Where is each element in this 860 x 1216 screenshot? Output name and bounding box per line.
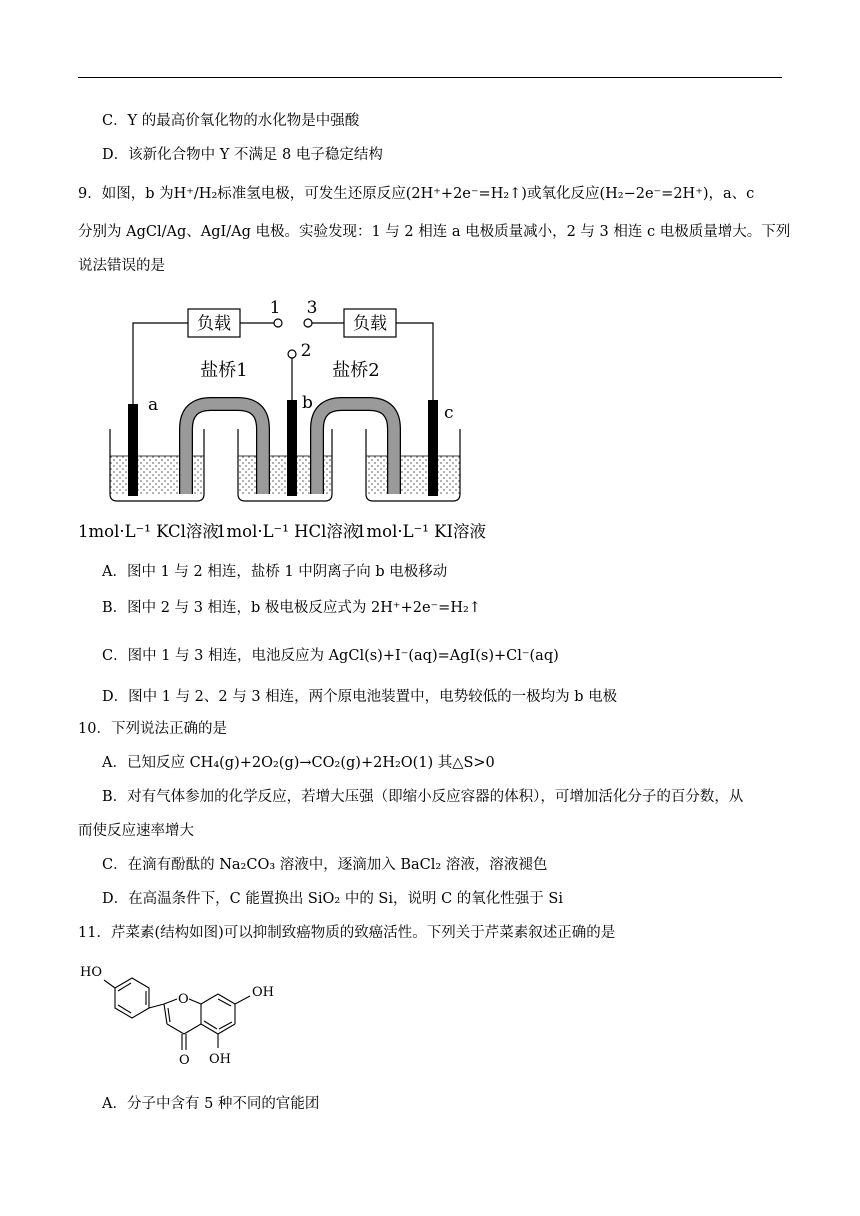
q8-option-c: C．Y 的最高价氧化物的水化物是中强酸: [102, 113, 360, 129]
electrode-b-label: b: [302, 393, 313, 413]
q11-option-a: A．分子中含有 5 种不同的官能团: [102, 1096, 320, 1112]
q10-option-b-line1: B．对有气体参加的化学反应，若增大压强（即缩小反应容器的体积），可增加活化分子的百分数，从: [102, 789, 744, 805]
terminal-1: [274, 319, 282, 327]
q9-stem-line2: 分别为 AgCl/Ag、AgI/Ag 电极。实验发现：1 与 2 相连 a 电极质量减小，2 与 3 相连 c 电极质量增大。下列: [78, 224, 791, 240]
terminal-2: [288, 350, 296, 358]
header-rule: [78, 77, 782, 78]
q10-option-d: D．在高温条件下，C 能置换出 SiO₂ 中的 Si，说明 C 的氧化性强于 Si: [102, 891, 563, 907]
q10-stem: 10．下列说法正确的是: [78, 721, 227, 737]
apigenin-structure: [76, 958, 286, 1078]
electrochem-diagram: [76, 296, 486, 546]
solution-kcl-label: 1mol·L⁻¹ KCl溶液: [78, 522, 219, 541]
electrode-a-label: a: [148, 395, 159, 415]
q9-stem-line1: 9．如图，b 为H⁺/H₂标准氢电极，可发生还原反应(2H⁺+2e⁻=H₂↑)或氧化反应(H₂−2e⁻=2H⁺)，a、c: [78, 186, 755, 202]
load-label-2: 负载: [353, 314, 387, 334]
electrode-b: [287, 400, 297, 496]
terminal-3: [304, 319, 312, 327]
q10-option-b-line2: 而使反应速率增大: [78, 823, 194, 839]
label-o-ring: O: [178, 992, 189, 1007]
q10-option-c: C．在滴有酚酞的 Na₂CO₃ 溶液中，逐滴加入 BaCl₂ 溶液，溶液褪色: [102, 857, 548, 873]
q8-option-d: D．该新化合物中 Y 不满足 8 电子稳定结构: [102, 147, 383, 163]
solution-hcl-label: 1mol·L⁻¹ HCl溶液: [216, 522, 360, 541]
solution-ki-label: 1mol·L⁻¹ KI溶液: [356, 522, 486, 541]
beaker-3: [366, 429, 460, 501]
salt-bridge-1-label: 盐桥1: [200, 360, 248, 381]
label-oh-top: OH: [252, 985, 274, 1000]
q10-option-a: A．已知反应 CH₄(g)+2O₂(g)→CO₂(g)+2H₂O(1) 其△S>0: [102, 755, 495, 771]
q11-stem: 11．芹菜素(结构如图)可以抑制致癌物质的致癌活性。下列关于芹菜素叙述正确的是: [78, 925, 616, 941]
label-oh-bottom: OH: [209, 1052, 231, 1067]
q9-option-c: C．图中 1 与 3 相连，电池反应为 AgCl(s)+I⁻(aq)=AgI(s)+Cl⁻(aq): [102, 648, 559, 664]
wire-left: [133, 323, 188, 404]
q9-option-a: A．图中 1 与 2 相连，盐桥 1 中阴离子向 b 电极移动: [102, 564, 448, 580]
terminal-2-label: 2: [300, 341, 312, 361]
load-label-1: 负载: [197, 314, 231, 334]
label-o-keto: O: [179, 1053, 190, 1068]
electrode-c-label: c: [444, 403, 454, 423]
wire-right: [396, 323, 433, 404]
electrode-c: [428, 400, 438, 496]
q9-stem-line3: 说法错误的是: [78, 258, 165, 274]
q9-option-d: D．图中 1 与 2、2 与 3 相连，两个原电池装置中，电势较低的一极均为 b 电极: [102, 689, 618, 705]
salt-bridge-2-label: 盐桥2: [332, 360, 380, 381]
terminal-3-label: 3: [306, 298, 318, 318]
electrode-a: [128, 404, 138, 496]
label-ho: HO: [80, 965, 102, 980]
q9-option-b: B．图中 2 与 3 相连，b 极电极反应式为 2H⁺+2e⁻=H₂↑: [102, 600, 481, 616]
terminal-1-label: 1: [269, 298, 281, 318]
